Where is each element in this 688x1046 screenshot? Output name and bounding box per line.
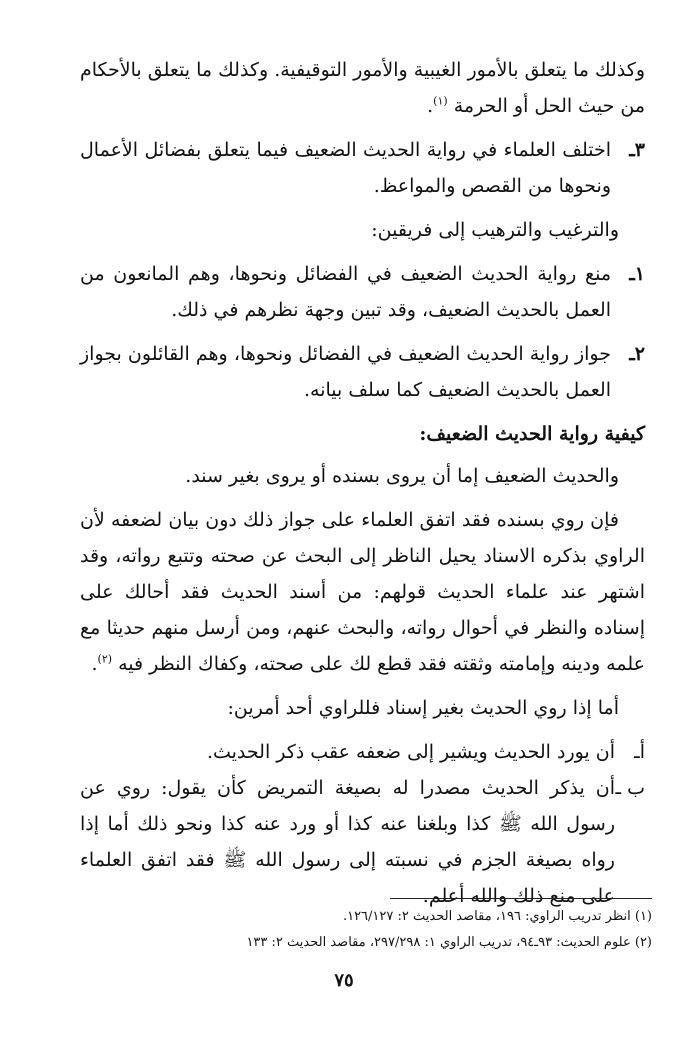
list-item-2 bbox=[80, 336, 645, 408]
paragraph-nosanad: أما إذا روي الحديث بغير إسناد فللراوي أحد أمرين: bbox=[227, 697, 619, 719]
item-letter: ب ـ bbox=[615, 777, 645, 799]
paragraph-intro: وكذلك ما يتعلق بالأمور الغيبية والأمور التوقيفية. وكذلك ما يتعلق بالأحكام من حيث الحل أو الحرمة $^{(١)}$. bbox=[80, 59, 645, 117]
item-number: ٢ـ bbox=[629, 343, 645, 365]
item-number: ١ـ bbox=[629, 263, 645, 285]
list-item-1 bbox=[80, 256, 645, 328]
sub-item-b bbox=[80, 770, 645, 914]
item-text: اختلف العلماء في رواية الحديث الضعيف فيما يتعلق بفضائل الأعمال ونحوها من القصص والمواعظ. bbox=[80, 139, 611, 197]
item-text: أن يذكر الحديث مصدرا له بصيغة التمريض كأن يقول: روي عن رسول الله ﷺ كذا وبلغنا عنه كذا أو ورد عنه كذا ونحو ذلك أما إذا رواه بصيغة الجزم في نسبته إلى رسول الله ﷺ فقد اتفق العلماء على منع ذلك والله أعلم. bbox=[80, 777, 615, 907]
item-letter: أـ bbox=[634, 741, 645, 763]
sub-item-a bbox=[80, 734, 645, 770]
item-text: جواز رواية الحديث الضعيف في الفضائل ونحوها، وهم القائلون بجواز العمل بالحديث الضعيف كما سلف بيانه. bbox=[80, 343, 611, 401]
paragraph-ways: والحديث الضعيف إما أن يروى بسنده أو يروى بغير سند. bbox=[185, 465, 619, 487]
paragraph-sanad: فإن روي بسنده فقد اتفق العلماء على جواز ذلك دون بيان لضعفه لأن الراوي بذكره الاسناد يحيل الناظر إلى البحث عن صحته وتتبع رواته، وقد اشتهر عند علماء الحديث قولهم: من أسند الحديث فقد أحالك على إسناده والنظر في أحوال رواته، والبحث عنهم، ومن أرسل منهم حديثا مع علمه ودينه وإمامته وثقته فقد قطع لك على صحته، وكفاك النظر فيه $^{(٢)}$. bbox=[80, 509, 645, 675]
footnotes bbox=[52, 904, 652, 956]
item-text: منع رواية الحديث الضعيف في الفضائل ونحوها، وهم المانعون من العمل بالحديث الضعيف، وقد تبين وجهة نظرهم في ذلك. bbox=[80, 263, 611, 321]
footnote-divider bbox=[390, 898, 652, 899]
footnote-1: (١) انظر تدريب الراوي: ١٩٦، مقاصد الحديث ٢: ١٢٦/١٢٧. bbox=[342, 909, 652, 924]
footnote-ref-2: (٢) bbox=[97, 652, 113, 666]
list-item-3 bbox=[80, 132, 645, 204]
paragraph-groups: والترغيب والترهيب إلى فريقين: bbox=[371, 219, 619, 241]
item-number: ٣ـ bbox=[629, 139, 645, 161]
section-heading: كيفية رواية الحديث الضعيف: bbox=[419, 423, 645, 445]
footnote-2: (٢) علوم الحديث: ٩٣ـ٩٤، تدريب الراوي ١: ٢٩٧/٢٩٨، مقاصد الحديث ٢: ١٣٣ bbox=[246, 935, 652, 950]
page-number: ٧٥ bbox=[334, 970, 354, 991]
footnote-ref-1: (١) bbox=[433, 94, 448, 108]
page-body bbox=[80, 52, 645, 914]
item-text: أن يورد الحديث ويشير إلى ضعفه عقب ذكر الحديث. bbox=[206, 741, 615, 763]
